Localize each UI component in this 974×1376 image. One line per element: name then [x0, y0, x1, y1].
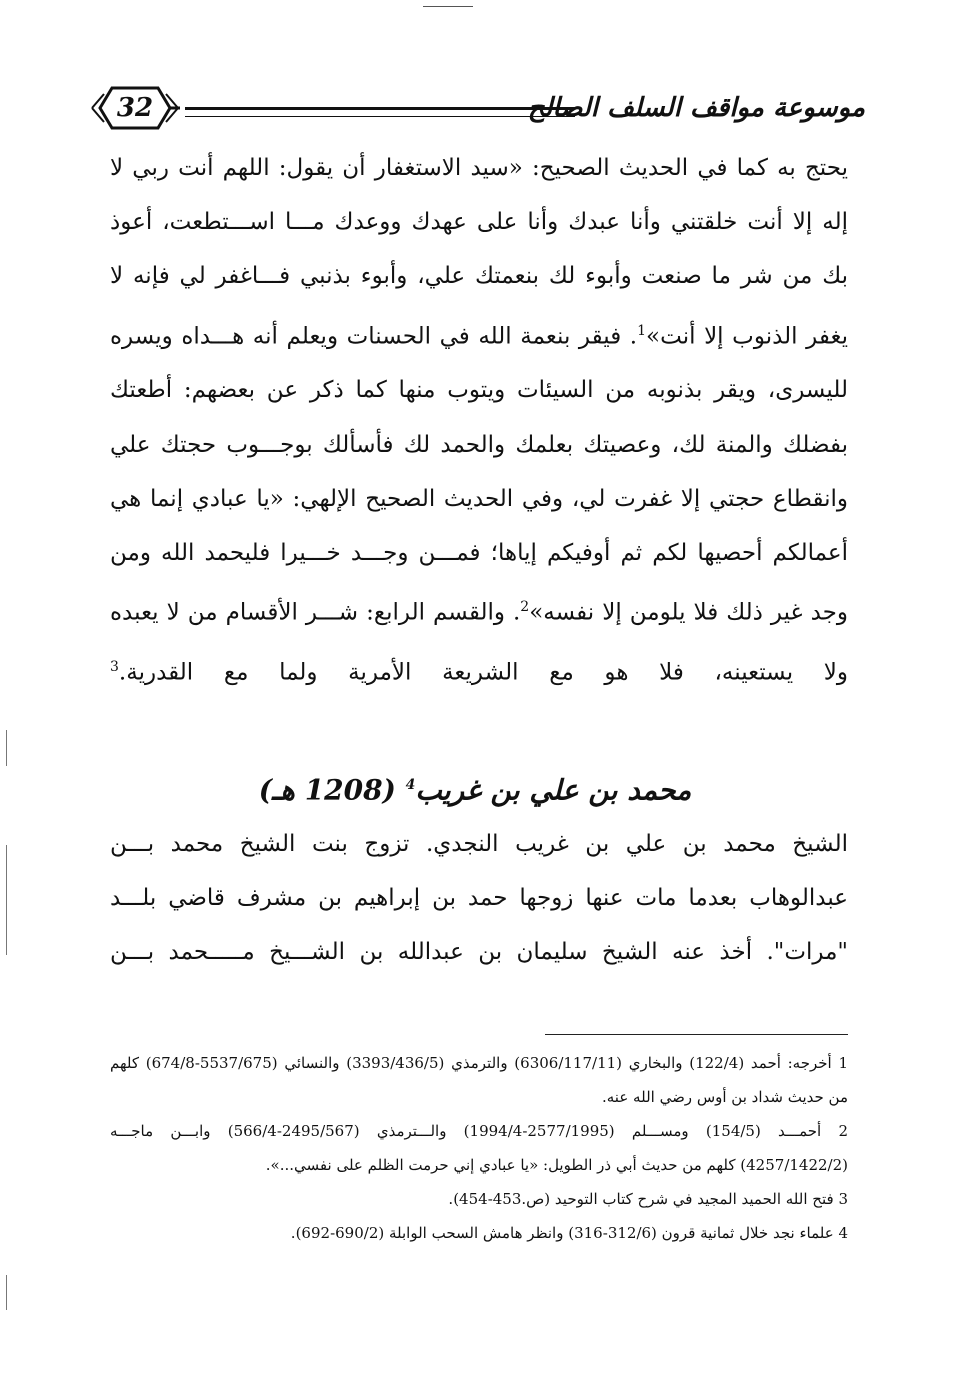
top-scan-mark: [423, 6, 473, 7]
margin-scan-mark: [6, 1275, 7, 1310]
footnote-number: 4: [838, 1224, 848, 1242]
margin-scan-mark: [6, 730, 7, 766]
footnote-number: 2: [838, 1122, 848, 1140]
footnotes: [110, 1046, 848, 1250]
footnote-text: أحمـــد (154/5) ومســـلم (2577/1995-1994/4) والـــترمذي (2495/567-566/4) وابـــن ماجـــه (4257/1422/2) كلهم من حديث أبي ذر الطويل: «يا عبادي إني حرمت الظلم على نفسي...».: [110, 1122, 848, 1174]
footnote-4: [110, 1216, 848, 1250]
footnote-number: 1: [838, 1054, 848, 1072]
footnote-text: علماء نجد خلال ثمانية قرون (312/6-316) وانظر هامش السحب الوابلة (690/2-692).: [290, 1224, 834, 1242]
footnote-ref-4[interactable]: 4: [405, 777, 416, 793]
footnote-text: أخرجه: أحمد (122/4) والبخاري (6306/117/11) والترمذي (3393/436/5) والنسائي (5537/675-674/8) كلهم من حديث شداد بن أوس رضي الله عنه.: [110, 1054, 848, 1106]
body-text: . فيقر بنعمة الله في الحسنات ويعلم أنه هـــداه ويسره لليسرى، ويقر بذنوبه من السيئات ويتوب منها كما ذكر عن بعضهم: أطعتك بفضلك والمنة لك، وعصيتك بعلمك والحمد لك فأسألك بوجـــوب حجتك علي وانقطاع حجتي إلا غفرت لي، وفي الحديث الصحيح الإلهي: «يا عبادي إنما هي أعمالكم أحصيها لكم ثم أوفيكم إياها؛ فمـــن وجـــد خـــيرا فليحمد الله ومن وجد غير ذلك فلا يلومن إلا نفسه»: [110, 323, 848, 626]
footnote-2: [110, 1114, 848, 1182]
margin-scan-mark: [6, 845, 7, 955]
body-text: يحتج به كما في الحديث الصحيح: «سيد الاستغفار أن يقول: اللهم أنت ربي لا إله إلا أنت خلقتني وأنا عبدك وأنا على عهدك ووعدك مـــا اســـتطعت، أعوذ بك من شر ما صنعت وأبوء لك بنعمتك علي، وأبوء بذنبي فـــاغفر لي فإنه لا يغفر الذنوب إلا أنت»: [110, 155, 848, 350]
footnote-text: فتح الله الحميد المجيد في شرح كتاب التوحيد (ص.453-454).: [448, 1190, 834, 1208]
body-paragraph-2: [110, 817, 848, 980]
footnote-ref-1[interactable]: 1: [637, 322, 647, 339]
running-title: موسوعة مواقف السلف الصالح: [527, 93, 865, 123]
page-header: [90, 78, 865, 140]
heading-name: محمد بن علي بن غريب: [415, 773, 692, 807]
body-paragraph-1: [110, 141, 848, 700]
header-rule: [185, 107, 575, 117]
footnote-ref-3[interactable]: 3: [110, 659, 119, 676]
heading-date: (1208 هـ): [258, 773, 406, 807]
body-text: . والقسم الرابع: شـــر الأقسام من لا يعبده ولا يستعينه، فلا هو مع الشريعة الأمرية ولما مع القدرية.: [110, 599, 848, 686]
footnote-number: 3: [838, 1190, 848, 1208]
footnote-3: [110, 1182, 848, 1216]
page-number: 32: [116, 93, 154, 123]
footnote-ref-2[interactable]: 2: [520, 599, 530, 616]
body-text: الشيخ محمد بن علي بن غريب النجدي. تزوج بنت الشيخ محمد بـــن عبدالوهاب بعدما مات عنها زوجها حمد بن إبراهيم بن مشرف قاضي بلـــد "مرات". أخذ عنه الشيخ سليمان بن عبدالله بن الشـــيخ مـــــحمد بـــن: [110, 831, 848, 966]
footnote-1: [110, 1046, 848, 1114]
footnote-separator: [545, 1034, 848, 1035]
section-heading: [150, 760, 800, 810]
